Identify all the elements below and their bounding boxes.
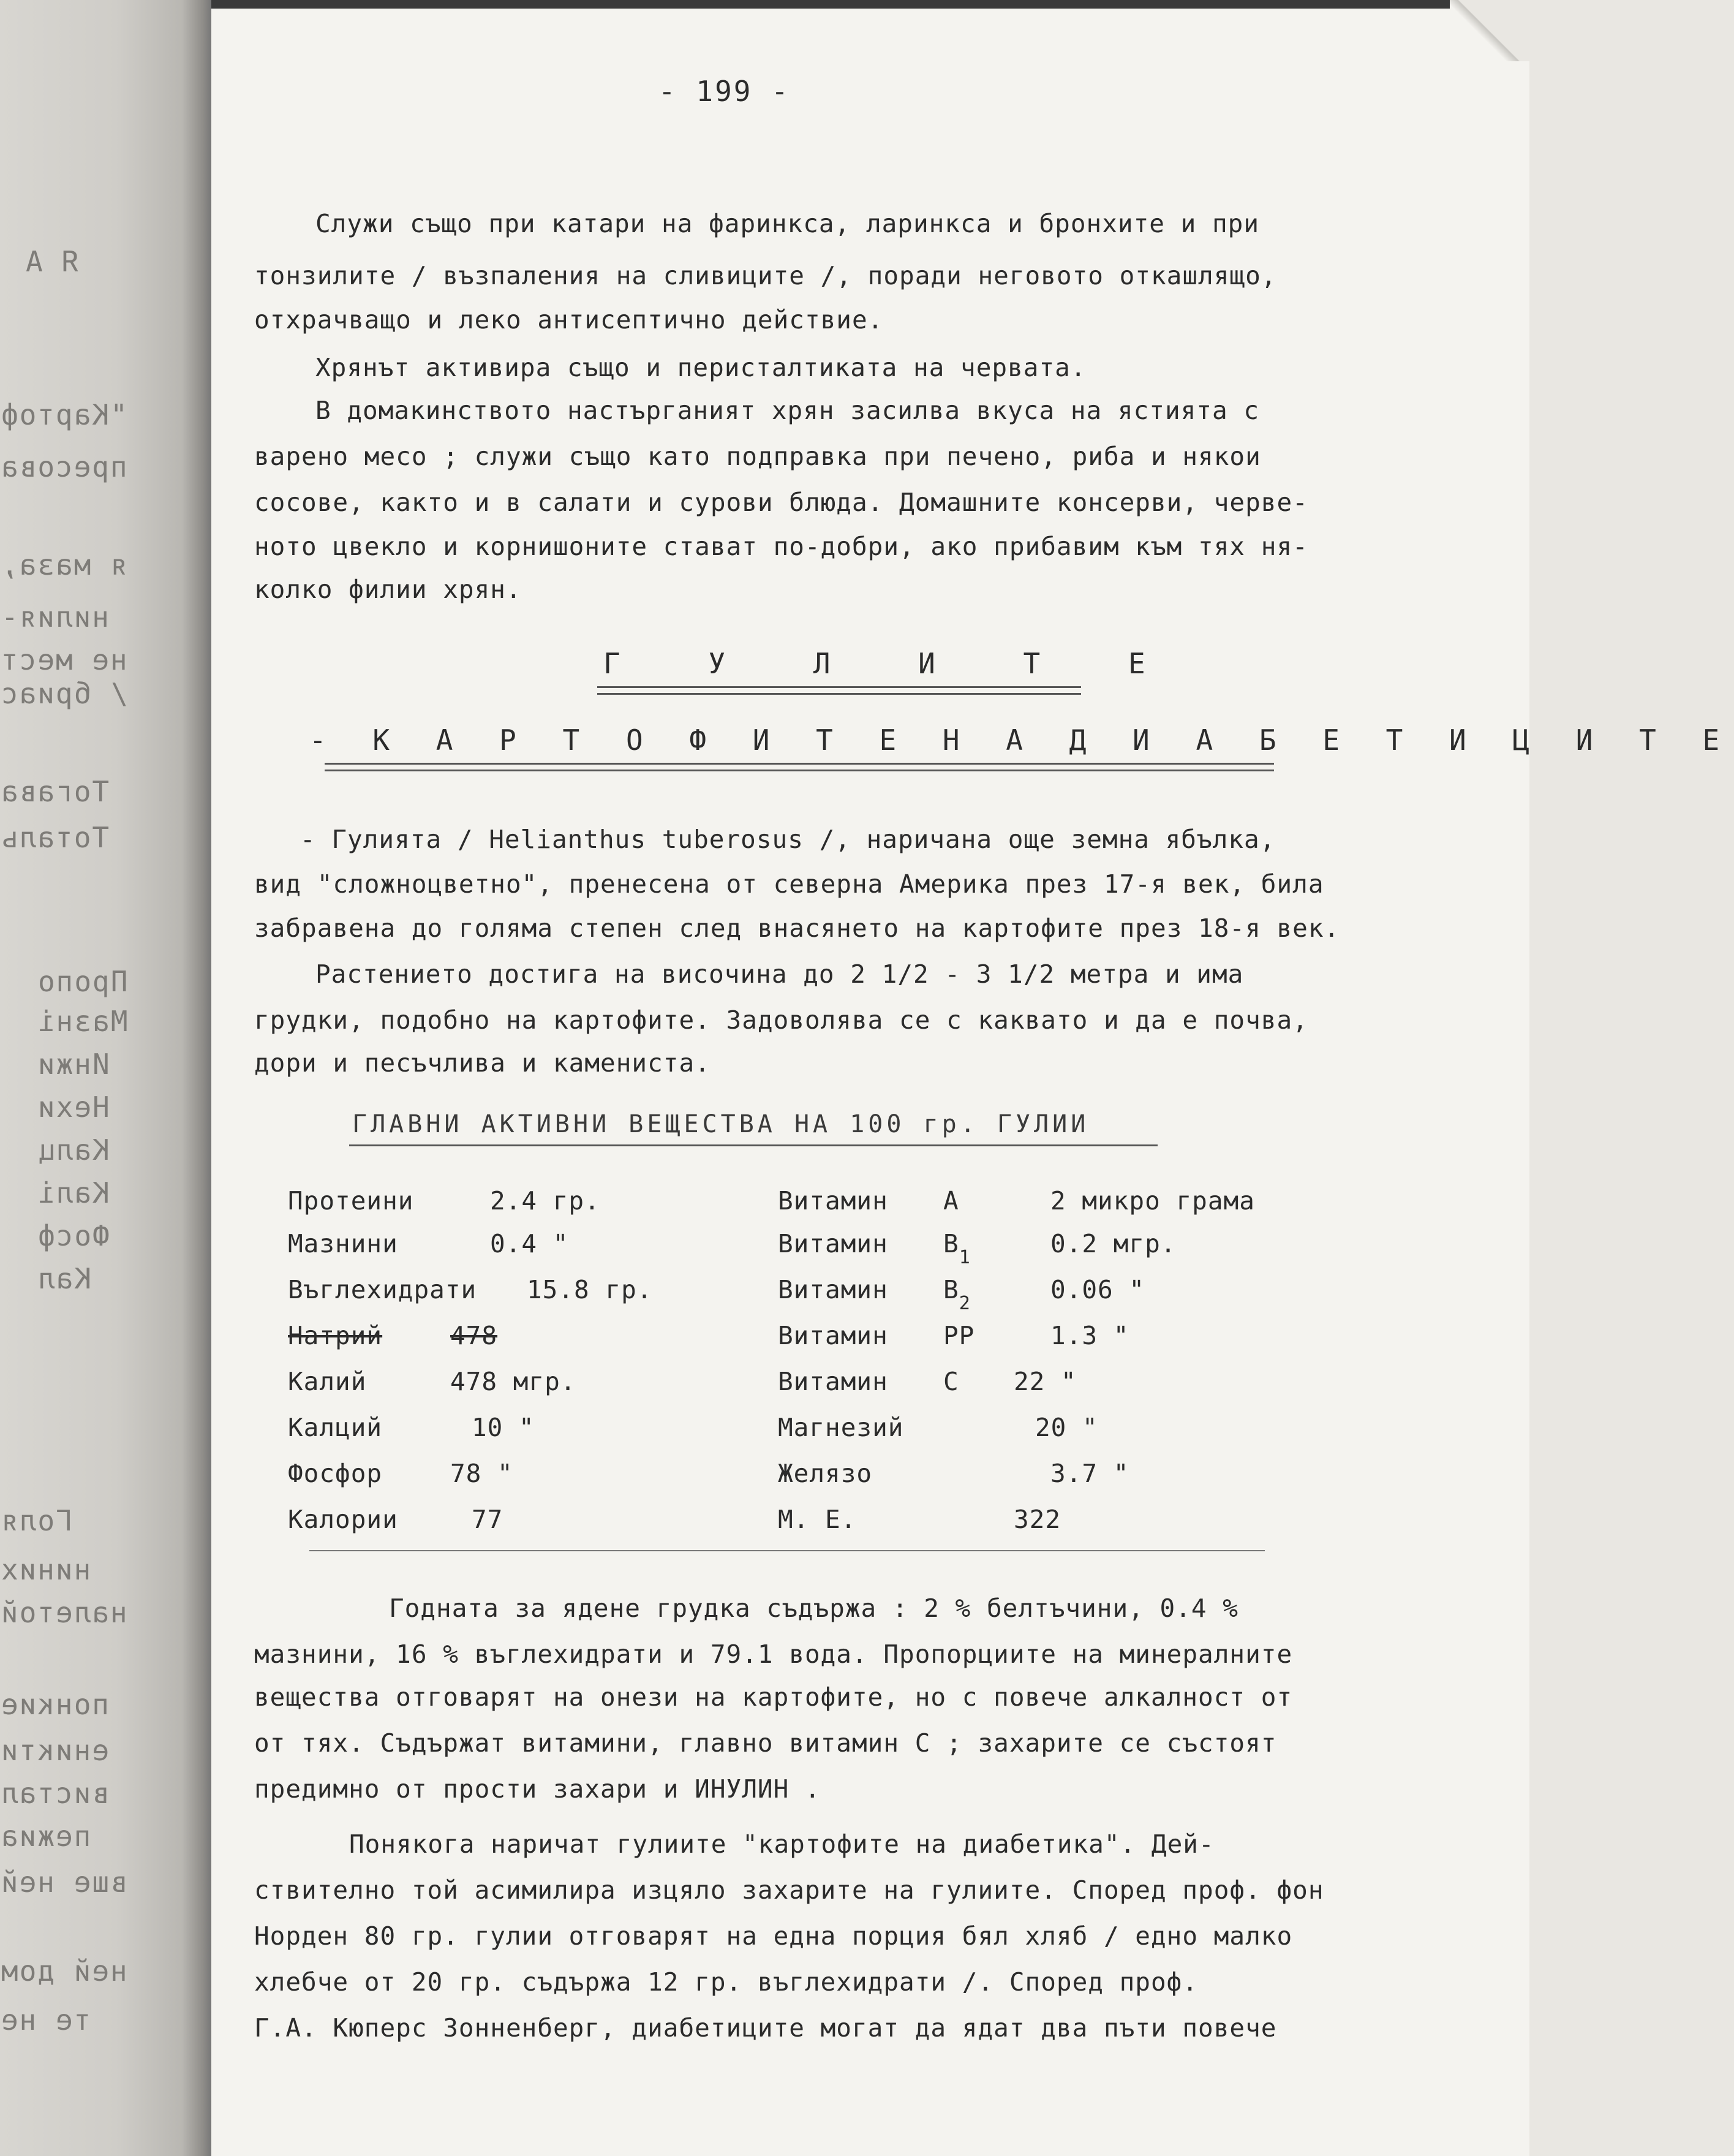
spine-fragment: те не	[0, 2003, 91, 2037]
table-cell-name: Витамин	[778, 1275, 888, 1304]
spine-fragment: налетой	[0, 1596, 127, 1629]
text-line: колко филии хрян.	[254, 575, 522, 604]
table-cell-value: 2 микро грама	[1050, 1186, 1255, 1216]
spine-fragment: Мазні	[37, 1005, 128, 1038]
spine-fragment: Тогава	[0, 775, 110, 808]
spine-fragment: Нехи	[37, 1091, 110, 1124]
spine-fragment: вистал	[0, 1777, 110, 1810]
spine-fragment: пежиа	[0, 1820, 91, 1853]
spine-fragment: ниних	[0, 1553, 91, 1586]
table-cell-name: Калций	[288, 1413, 383, 1442]
text-line: вид "сложноцветно", пренесена от северна Америка през 17-я век, била	[254, 869, 1324, 899]
table-cell-value: 3.7 "	[1050, 1459, 1129, 1488]
text-line: забравена до голяма степен след внасянето на картофите през 18-я век.	[254, 913, 1340, 943]
text-line: ствително той асимилира изцяло захарите на гулиите. Според проф. фон	[254, 1875, 1324, 1905]
text-line: сосове, както и в салати и сурови блюда. Домашните консерви, черве-	[254, 488, 1308, 517]
vitamin-subscript: 2	[959, 1293, 971, 1314]
table-cell-name: Витамин	[778, 1321, 888, 1350]
table-cell-name: Въглехидрати	[288, 1275, 477, 1304]
table-cell-value: 78 "	[450, 1459, 513, 1488]
section-subtitle: - К А Р Т О Ф И Т Е Н А Д И А Б Е Т И Ц И Т Е	[309, 724, 1734, 757]
spine-fragment: Инжи	[37, 1048, 110, 1081]
subtitle-underline	[325, 763, 1274, 771]
page-number: - 199 -	[658, 75, 790, 108]
spine-fragment: Пропо	[37, 965, 128, 998]
table-cell-name: Витамин	[778, 1186, 888, 1216]
vitamin-subscript: 1	[959, 1247, 971, 1268]
table-cell-value: 478	[450, 1321, 498, 1350]
title-underline	[597, 686, 1081, 695]
text-line: вещества отговарят на онези на картофите, но с повече алкалност от	[254, 1682, 1293, 1712]
table-cell-code: PP	[943, 1321, 975, 1350]
table-cell-value: 322	[1014, 1505, 1061, 1534]
spine-fragment: я маза,	[0, 548, 127, 581]
table-cell-value: 20 "	[1035, 1413, 1098, 1442]
text-line: грудки, подобно на картофите. Задоволява се с каквато и да е почва,	[254, 1005, 1308, 1035]
spine-fragment: понкие	[0, 1688, 110, 1721]
text-line: Растението достига на височина до 2 1/2 - 3 1/2 метра и има	[315, 959, 1244, 989]
table-cell-name: Желязо	[778, 1459, 873, 1488]
table-cell-name: Фосфор	[288, 1459, 383, 1488]
table-cell-value: 22 "	[1014, 1367, 1077, 1396]
table-cell-name: Калории	[288, 1505, 398, 1534]
table-cell-code	[943, 1275, 971, 1314]
table-cell-name: Витамин	[778, 1229, 888, 1258]
text-line: варено месо ; служи също като подправка при печено, риба и някои	[254, 442, 1261, 471]
table-cell-value: 0.06 "	[1050, 1275, 1145, 1304]
vitamin-letter: B	[943, 1275, 959, 1304]
table-cell-name: М. Е.	[778, 1505, 857, 1534]
text-line: дори и песъчлива и камениста.	[254, 1048, 711, 1078]
table-cell-value: 0.4 "	[490, 1229, 569, 1258]
spine-fragment: Калц	[37, 1133, 110, 1167]
text-line: Понякога наричат гулиите "картофите на диабетика". Дей-	[349, 1829, 1215, 1859]
spine-fragment: ней дом	[0, 1954, 127, 1988]
spine-fragment: / бриас	[0, 677, 127, 710]
table-cell-value: 0.2 мгр.	[1050, 1229, 1177, 1258]
spine-fragment: вше ней	[0, 1866, 127, 1899]
spine-fragment: Кал	[37, 1262, 92, 1295]
text-line: - Гулията / Helianthus tuberosus /, наричана още земна ябълка,	[300, 825, 1276, 854]
page-top-edge	[211, 0, 1529, 9]
table-cell-value: 15.8 гр.	[527, 1275, 653, 1304]
text-line: тонзилите / възпаления на сливиците /, поради неговото откашлящо,	[254, 261, 1277, 290]
table-cell-value: 10 "	[472, 1413, 535, 1442]
spine-fragment: Тоталь	[0, 821, 110, 854]
text-line: предимно от прости захари и ИНУЛИН .	[254, 1774, 821, 1804]
table-cell-value: 1.3 "	[1050, 1321, 1129, 1350]
text-line: от тях. Съдържат витамини, главно витамин С ; захарите се състоят	[254, 1728, 1277, 1758]
table-cell-name: Калий	[288, 1367, 367, 1396]
table-cell-name: Мазнини	[288, 1229, 398, 1258]
table-cell-name: Натрий	[288, 1321, 383, 1350]
spine-fragment: Я А	[25, 245, 80, 278]
spine-fragment: Голя	[0, 1504, 73, 1537]
table-cell-value: 478 мгр.	[450, 1367, 576, 1396]
spine-fragment: Фосф	[37, 1219, 110, 1252]
table-cell-name: Магнезий	[778, 1413, 904, 1442]
text-line: хлебче от 20 гр. съдържа 12 гр. въглехидрати /. Според проф.	[254, 1967, 1199, 1997]
table-cell-value: 77	[472, 1505, 503, 1534]
table-cell-name: Витамин	[778, 1367, 888, 1396]
table-cell-code: А	[943, 1186, 959, 1216]
table-cell-value: 2.4 гр.	[490, 1186, 600, 1216]
table-heading-rule	[349, 1144, 1158, 1146]
table-cell-code: C	[943, 1367, 959, 1396]
text-line: Служи също при катари на фаринкса, ларинкса и бронхите и при	[315, 209, 1260, 238]
table-heading: ГЛАВНИ АКТИВНИ ВЕЩЕСТВА НА 100 гр. ГУЛИИ	[352, 1110, 1090, 1138]
section-title: Г У Л И Т Е	[603, 647, 1181, 680]
text-line: Годната за ядене грудка съдържа : 2 % белтъчини, 0.4 %	[389, 1594, 1238, 1623]
text-line: ното цвекло и корнишоните стават по-добри, ако прибавим към тях ня-	[254, 532, 1308, 561]
vitamin-letter: B	[943, 1229, 959, 1258]
spine-fragment: Калі	[37, 1176, 110, 1209]
table-cell-code	[943, 1229, 971, 1268]
spine-fragment: не мест	[0, 643, 127, 676]
spine-fragment: нилия-	[0, 600, 110, 634]
table-bottom-rule	[309, 1550, 1265, 1551]
spine-fragment: "Картоф	[0, 398, 127, 431]
table-cell-name: Протеини	[288, 1186, 414, 1216]
text-line: Хрянът активира също и перисталтиката на червата.	[315, 353, 1087, 382]
spine-fragment: пресова	[0, 450, 127, 483]
text-line: Г.А. Кюперс Зонненберг, диабетиците могат да ядат два пъти повече	[254, 2013, 1277, 2043]
text-line: мазнини, 16 % въглехидрати и 79.1 вода. Пропорциите на минералните	[254, 1640, 1293, 1669]
text-line: отхрачващо и леко антисептично действие.	[254, 305, 884, 335]
page-corner-fold	[1450, 0, 1529, 61]
spine-fragment: еникти	[0, 1734, 110, 1767]
text-line: В домакинството настърганият хрян засилва вкуса на ястията с	[315, 396, 1260, 425]
text-line: Норден 80 гр. гулии отговарят на една порция бял хляб / едно малко	[254, 1921, 1293, 1951]
